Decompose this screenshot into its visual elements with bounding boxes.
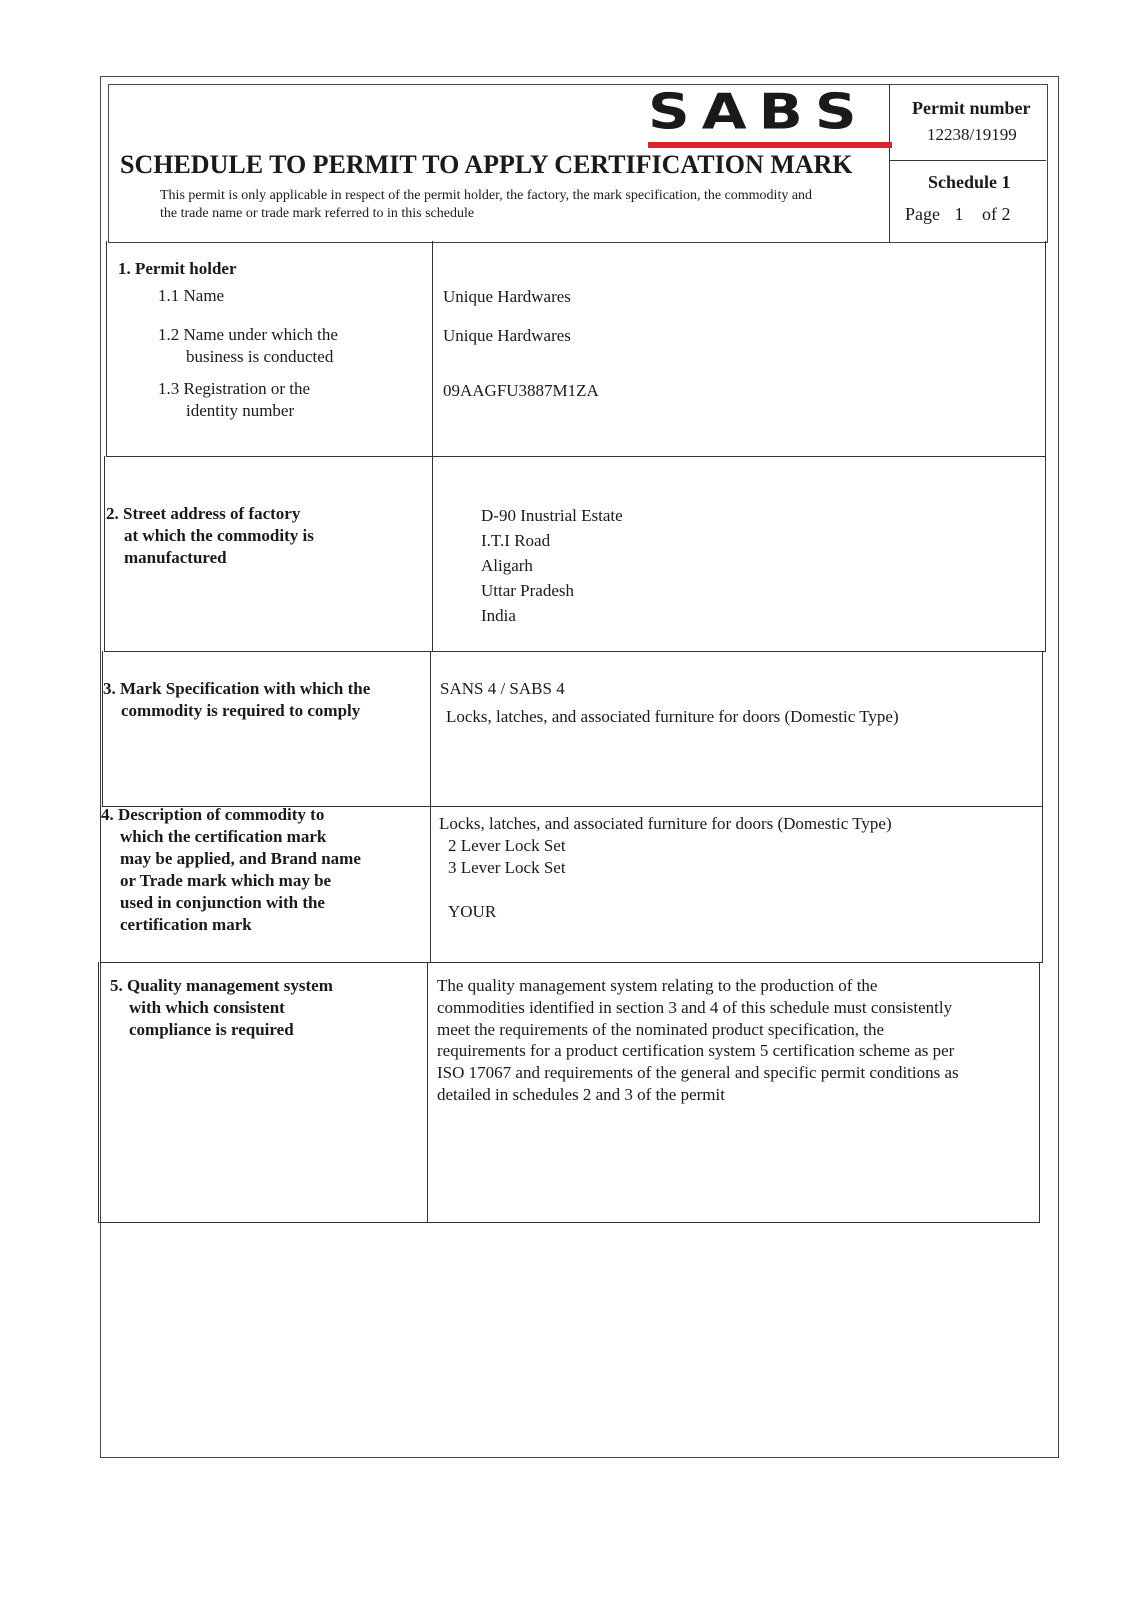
section1-heading: 1. Permit holder [118, 259, 237, 278]
section4-heading-line: or Trade mark which may be [120, 871, 332, 890]
section2-heading-line: manufactured [124, 548, 227, 567]
table-left-border [106, 241, 107, 456]
column-divider [432, 241, 433, 651]
section4-heading [101, 804, 361, 936]
section2-heading-line: 2. Street address of factory [106, 504, 301, 523]
page-outer-border [100, 76, 1059, 1458]
address-line: Aligarh [481, 556, 533, 575]
row-divider-2 [104, 651, 1046, 652]
registration-label [158, 378, 310, 422]
business-name-label [158, 324, 338, 368]
spec-code: SANS 4 / SABS 4 [440, 679, 565, 698]
section4-heading-line: 4. Description of commodity to [101, 805, 325, 824]
section2-heading-line: at which the commodity is [124, 526, 314, 545]
business-label-line-2: business is conducted [186, 347, 334, 366]
section2-heading [106, 503, 314, 569]
permit-number-value: 12238/19199 [927, 125, 1017, 144]
page-current: 1 [954, 204, 964, 224]
section5-heading-line: compliance is required [129, 1020, 294, 1039]
section5-heading-line: 5. Quality management system [110, 976, 333, 995]
quality-system-text [437, 975, 959, 1106]
page-word: Page [905, 204, 940, 224]
spec-title: Locks, latches, and associated furniture for doors (Domestic Type) [446, 707, 899, 726]
table-bottom-border [98, 1222, 1040, 1223]
registration-value: 09AAGFU3887M1ZA [443, 381, 599, 400]
factory-address [481, 503, 623, 628]
address-line: I.T.I Road [481, 531, 551, 550]
section5-heading-line: with which consistent [129, 998, 285, 1017]
name-value: Unique Hardwares [443, 287, 571, 306]
address-line: D-90 Inustrial Estate [481, 506, 623, 525]
commodity-items [448, 835, 566, 879]
section4-heading-line: used in conjunction with the [120, 893, 325, 912]
section5-heading [110, 975, 333, 1041]
business-name-value: Unique Hardwares [443, 326, 571, 345]
document-title: SCHEDULE TO PERMIT TO APPLY CERTIFICATION MARK [120, 150, 853, 179]
quality-text-line: detailed in schedules 2 and 3 of the permit [437, 1084, 725, 1104]
quality-text-line: requirements for a product certification system 5 certification scheme as per [437, 1041, 955, 1061]
quality-text-line: The quality management system relating to the production of the [437, 976, 878, 995]
quality-text-line: ISO 17067 and requirements of the general and specific permit conditions as [437, 1063, 959, 1083]
registration-label-line-1: 1.3 Registration or the [158, 379, 311, 398]
commodity-item: 3 Lever Lock Set [448, 858, 566, 877]
table-left-border-3 [102, 651, 103, 806]
section4-heading-line: certification mark [120, 915, 252, 934]
table-left-border-2 [104, 456, 105, 651]
row-divider-4 [100, 962, 1043, 963]
sabs-logo-text: SABS [648, 82, 869, 141]
address-line: Uttar Pradesh [481, 581, 575, 600]
registration-label-line-2: identity number [186, 401, 295, 420]
table-right-border [1045, 241, 1046, 651]
sabs-logo-bar [648, 142, 892, 148]
page-total: of 2 [982, 204, 1011, 224]
name-label: 1.1 Name [158, 286, 225, 305]
permit-number-divider [889, 160, 1046, 161]
section3-heading-line: 3. Mark Specification with which the [103, 679, 371, 698]
address-line: India [481, 606, 516, 625]
section4-heading-line: which the certification mark [120, 827, 327, 846]
quality-text-line: commodities identified in section 3 and 4 of this schedule must consistently [437, 997, 953, 1017]
brand-name: YOUR [448, 902, 497, 921]
permit-number-label: Permit number [912, 98, 1031, 118]
quality-text-line: meet the requirements of the nominated product specification, the [437, 1019, 885, 1039]
section3-heading [103, 678, 370, 722]
row-divider-1 [106, 456, 1046, 457]
section3-heading-line: commodity is required to comply [121, 701, 361, 720]
commodity-item: 2 Lever Lock Set [448, 836, 566, 855]
sabs-logo [648, 82, 892, 152]
document-subtitle: This permit is only applicable in respect of the permit holder, the factory, the mark specification, the commodity and the trade name or trade mark referred to in this schedule [160, 188, 813, 221]
table-right-border-3 [1039, 962, 1040, 1222]
commodity-description: Locks, latches, and associated furniture for doors (Domestic Type) [439, 814, 892, 833]
table-left-border-5 [98, 962, 99, 1222]
section4-heading-line: may be applied, and Brand name [120, 849, 361, 868]
business-label-line-1: 1.2 Name under which the [158, 325, 338, 344]
schedule-label: Schedule 1 [928, 172, 1011, 192]
column-divider-3 [427, 962, 428, 1222]
page-indicator [905, 204, 1011, 225]
